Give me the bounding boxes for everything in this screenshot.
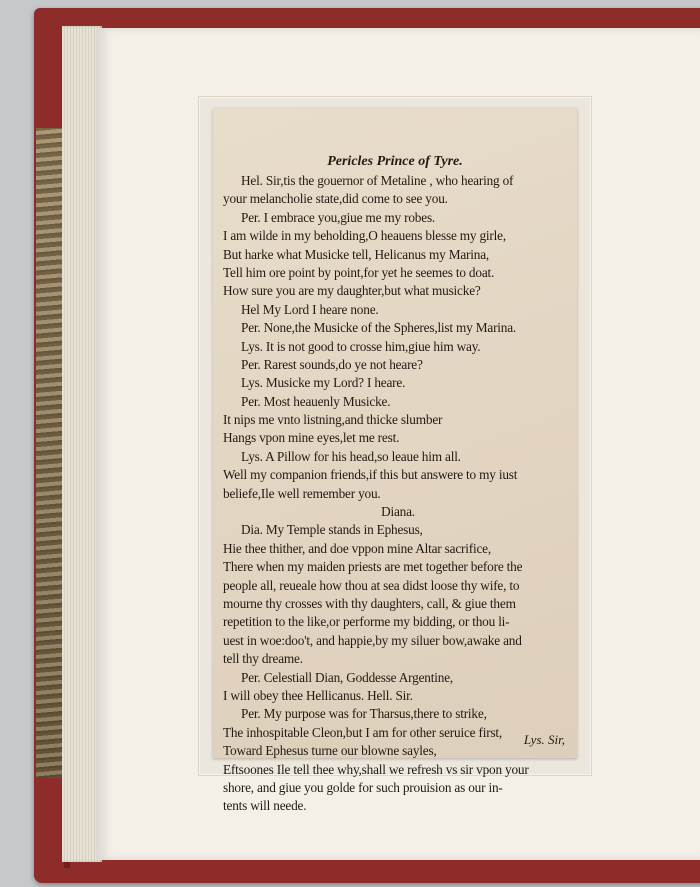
catchword: Lys. Sir,	[523, 732, 565, 747]
text-line: Per. I embrace you,giue me my robes.	[241, 209, 436, 225]
text-line: Lys. Musicke my Lord? I heare.	[241, 375, 406, 391]
text-line: Per. Most heauenly Musicke.	[241, 393, 391, 409]
text-line: Diana.	[381, 504, 415, 520]
text-line: repetition to the like,or performe my bidding, or thou li-	[223, 614, 510, 630]
text-line: your melancholie state,did come to see you.	[223, 191, 448, 207]
text-line: Per. My purpose was for Tharsus,there to strike,	[241, 706, 487, 722]
text-line: Dia. My Temple stands in Ephesus,	[241, 522, 423, 538]
text-line: Hangs vpon mine eyes,let me rest.	[223, 430, 400, 446]
text-line: tell thy dreame.	[223, 651, 303, 667]
text-line: Hel. Sir,tis the gouernor of Metaline , who hearing of	[241, 173, 514, 188]
text-line: Hie thee thither, and doe vppon mine Altar sacrifice,	[223, 540, 492, 556]
text-line: shore, and giue you golde for such prouision as our in-	[223, 779, 503, 795]
text-line: uest in woe:doo't, and happie,by my siluer bow,awake and	[223, 632, 522, 648]
text-line: It nips me vnto listning,and thicke slumber	[223, 412, 443, 428]
text-line: Per. None,the Musicke of the Spheres,list my Marina.	[241, 320, 517, 336]
text-line: How sure you are my daughter,but what musicke?	[223, 283, 481, 299]
running-title: Pericles Prince of Tyre.	[327, 154, 463, 169]
text-line: mourne thy crosses with thy daughters, call, & giue them	[223, 595, 516, 611]
text-line: tents will neede.	[223, 798, 307, 814]
text-line: Lys. It is not good to crosse him,giue him way.	[241, 338, 481, 354]
printed-leaf	[213, 108, 577, 814]
text-line: Toward Ephesus turne our blowne sayles,	[223, 743, 437, 759]
text-line: Well my companion friends,if this but answere to my iust	[223, 467, 518, 483]
text-line: Per. Celestiall Dian, Goddesse Argentine,	[241, 669, 454, 685]
text-line: There when my maiden priests are met together before the	[223, 559, 523, 575]
text-line: Hel My Lord I heare none.	[241, 301, 379, 317]
text-line: beliefe,Ile well remember you.	[223, 485, 381, 501]
text-line: I will obey thee Hellicanus. Hell. Sir.	[223, 687, 413, 703]
text-block	[223, 172, 573, 816]
text-line: Lys. A Pillow for his head,so leaue him all.	[241, 448, 461, 464]
text-line: Per. Rarest sounds,do ye not heare?	[241, 356, 423, 372]
text-line: I am wilde in my beholding,O heauens blesse my girle,	[223, 228, 506, 244]
text-line: Tell him ore point by point,for yet he seemes to doat.	[223, 264, 495, 280]
text-line: people all, reueale how thou at sea didst loose thy wife, to	[223, 577, 520, 593]
text-line: The inhospitable Cleon,but I am for other seruice first,	[223, 724, 503, 740]
text-line: Eftsoones Ile tell thee why,shall we refresh vs sir vpon your	[223, 761, 529, 777]
text-line: But harke what Musicke tell, Helicanus my Marina,	[223, 246, 490, 262]
